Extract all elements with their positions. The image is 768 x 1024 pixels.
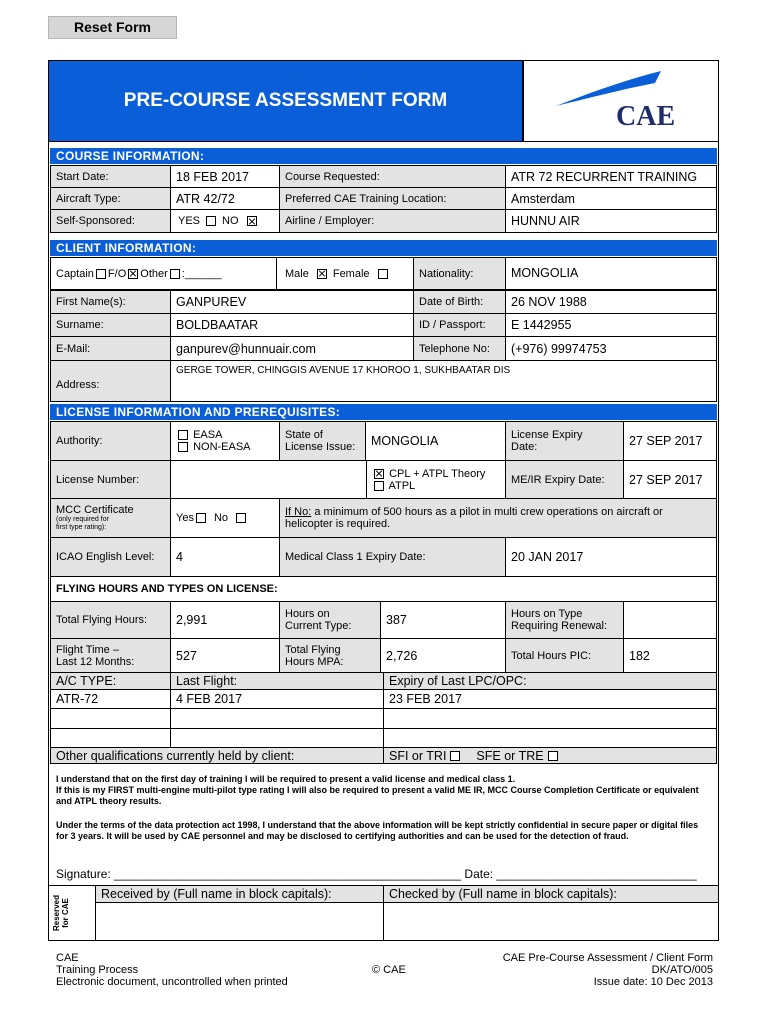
table-cell[interactable] bbox=[50, 728, 171, 748]
airline-label: Airline / Employer: bbox=[279, 209, 506, 233]
renewal-hours-label bbox=[505, 601, 624, 639]
sfi-tri-label: SFI or TRI bbox=[389, 748, 447, 763]
other-label: Other bbox=[140, 267, 168, 280]
mcc-certificate-label bbox=[50, 498, 171, 538]
declaration-paragraph-1: I understand that on the first day of training I will be required to present a valid license and medical class 1. bbox=[56, 774, 516, 784]
state-label-line2: License Issue: bbox=[285, 441, 356, 453]
training-location-label: Preferred CAE Training Location: bbox=[279, 187, 506, 210]
last12-line2: Last 12 Months: bbox=[56, 655, 135, 668]
theory-options bbox=[366, 460, 506, 499]
mcc-note-line1: (only required for bbox=[56, 516, 109, 523]
renewal-hours-field[interactable] bbox=[623, 601, 717, 639]
mcc-yes-label: Yes bbox=[176, 512, 194, 524]
current-type-line2: Current Type: bbox=[285, 620, 352, 632]
nationality-field[interactable]: MONGOLIA bbox=[505, 257, 717, 290]
mpa-line1: Total Flying bbox=[285, 643, 341, 656]
mpa-hours-label bbox=[279, 638, 381, 673]
declaration-paragraph-3: Under the terms of the data protection act 1998, I understand that the above information will be kept strictly confidential in secure paper or digital files for 3 years. It will be used by CAE personnel and may be disclosed to certifying authorities and can be used for the detection of fraud. bbox=[56, 820, 699, 841]
start-date-label: Start Date: bbox=[50, 165, 171, 188]
mcc-label-text: MCC Certificate bbox=[56, 504, 134, 516]
first-name-label: First Name(s): bbox=[50, 290, 171, 314]
aircraft-type-field[interactable]: ATR 42/72 bbox=[170, 187, 280, 210]
last-12-months-field[interactable]: 527 bbox=[170, 638, 280, 673]
footer-company: CAE bbox=[56, 952, 79, 964]
medical-expiry-field[interactable]: 20 JAN 2017 bbox=[505, 537, 717, 577]
training-location-field[interactable]: Amsterdam bbox=[505, 187, 717, 210]
icao-level-field[interactable]: 4 bbox=[170, 537, 280, 577]
other-blank: :______ bbox=[181, 267, 222, 280]
mcc-no-label: No bbox=[213, 512, 229, 524]
sfe-tre-checkbox[interactable] bbox=[548, 751, 558, 761]
mpa-line2: Hours MPA: bbox=[285, 655, 344, 668]
received-by-label: Received by (Full name in block capitals): bbox=[95, 885, 384, 903]
table-cell[interactable]: ATR-72 bbox=[50, 689, 171, 709]
state-of-issue-field[interactable]: MONGOLIA bbox=[365, 421, 506, 461]
meir-expiry-field[interactable]: 27 SEP 2017 bbox=[623, 460, 717, 499]
instructor-options bbox=[383, 747, 717, 764]
footer-doc-number: DK/ATO/005 bbox=[651, 964, 713, 976]
flying-hours-header: FLYING HOURS AND TYPES ON LICENSE: bbox=[50, 576, 717, 602]
start-date-field[interactable]: 18 FEB 2017 bbox=[170, 165, 280, 188]
table-cell[interactable] bbox=[170, 708, 384, 729]
table-cell[interactable] bbox=[170, 728, 384, 748]
section-license-info: LICENSE INFORMATION AND PREREQUISITES: bbox=[50, 404, 717, 420]
license-expiry-field[interactable]: 27 SEP 2017 bbox=[623, 421, 717, 461]
sfe-tre-label: SFE or TRE bbox=[476, 748, 544, 763]
table-cell[interactable] bbox=[383, 708, 717, 729]
self-sponsored-no-checkbox[interactable] bbox=[247, 216, 257, 226]
fo-label: F/O bbox=[107, 267, 127, 280]
easa-label: EASA bbox=[193, 429, 223, 441]
cpl-atpl-checkbox[interactable] bbox=[374, 469, 384, 479]
pic-hours-label: Total Hours PIC: bbox=[505, 638, 624, 673]
last-12-months-label bbox=[50, 638, 171, 673]
gender-options bbox=[276, 257, 414, 290]
atpl-checkbox[interactable] bbox=[374, 481, 384, 491]
expiry-label-line1: License Expiry bbox=[511, 429, 583, 441]
signature-line[interactable]: Signature: ____________________________________________________ Date: ______________________________ bbox=[56, 867, 697, 881]
mpa-hours-field[interactable]: 2,726 bbox=[380, 638, 506, 673]
captain-label: Captain bbox=[56, 267, 94, 280]
state-label-line1: State of bbox=[285, 429, 323, 441]
reserved-label-line2: for CAE bbox=[61, 898, 70, 928]
address-label: Address: bbox=[50, 360, 171, 402]
pic-hours-field[interactable]: 182 bbox=[623, 638, 717, 673]
renewal-line2: Requiring Renewal: bbox=[511, 620, 607, 632]
footer-process: Training Process bbox=[56, 964, 139, 976]
if-no-text-line2: helicopter is required. bbox=[285, 518, 391, 530]
medical-expiry-label: Medical Class 1 Expiry Date: bbox=[279, 537, 506, 577]
section-client-info: CLIENT INFORMATION: bbox=[50, 240, 717, 256]
captain-checkbox[interactable] bbox=[96, 269, 106, 279]
id-passport-label: ID / Passport: bbox=[413, 313, 506, 337]
last-flight-header: Last Flight: bbox=[170, 672, 384, 690]
expiry-label-line2: Date: bbox=[511, 441, 538, 453]
dob-field[interactable]: 26 NOV 1988 bbox=[505, 290, 717, 314]
authority-options bbox=[170, 421, 280, 461]
surname-field[interactable]: BOLDBAATAR bbox=[170, 313, 414, 337]
mcc-options bbox=[170, 498, 280, 538]
table-cell[interactable]: 23 FEB 2017 bbox=[383, 689, 717, 709]
male-checkbox[interactable] bbox=[317, 269, 327, 279]
footer-copyright: © CAE bbox=[372, 964, 406, 976]
if-no-text-line1: a minimum of 500 hours as a pilot in multi crew operations on aircraft or bbox=[311, 506, 663, 518]
table-cell[interactable] bbox=[383, 728, 717, 748]
icao-level-label: ICAO English Level: bbox=[50, 537, 171, 577]
surname-label: Surname: bbox=[50, 313, 171, 337]
current-type-hours-label bbox=[279, 601, 381, 639]
cae-logo bbox=[523, 60, 719, 142]
mcc-note-line2: first type rating): bbox=[56, 524, 107, 531]
first-name-field[interactable]: GANPUREV bbox=[170, 290, 414, 314]
form-title bbox=[48, 60, 523, 142]
lpc-opc-header: Expiry of Last LPC/OPC: bbox=[383, 672, 717, 690]
footer-form-name: CAE Pre-Course Assessment / Client Form bbox=[502, 952, 713, 964]
declaration-paragraph-2: If this is my FIRST multi-engine multi-pilot type rating I will also be required to present a valid ME IR, MCC Course Completion Certificate or equivalent and ATPL theory results. bbox=[56, 785, 699, 806]
table-cell[interactable] bbox=[50, 708, 171, 729]
male-label: Male bbox=[285, 267, 309, 280]
cpl-atpl-label: CPL + ATPL Theory bbox=[389, 467, 486, 480]
non-easa-label: NON-EASA bbox=[193, 441, 251, 453]
female-checkbox[interactable] bbox=[378, 269, 388, 279]
renewal-line1: Hours on Type bbox=[511, 608, 583, 620]
dob-label: Date of Birth: bbox=[413, 290, 506, 314]
form-title-text: PRE-COURSE ASSESSMENT FORM bbox=[123, 90, 448, 111]
license-number-label: License Number: bbox=[50, 460, 171, 499]
telephone-label: Telephone No: bbox=[413, 336, 506, 361]
id-passport-field[interactable]: E 1442955 bbox=[505, 313, 717, 337]
received-by-field[interactable] bbox=[95, 902, 384, 941]
female-label: Female bbox=[332, 267, 370, 280]
ac-type-header: A/C TYPE: bbox=[50, 672, 171, 690]
footer-issue-date: Issue date: 10 Dec 2013 bbox=[593, 976, 713, 988]
authority-label: Authority: bbox=[50, 421, 171, 461]
fo-checkbox[interactable] bbox=[128, 269, 138, 279]
reset-form-button[interactable]: Reset Form bbox=[48, 16, 177, 39]
section-course-info: COURSE INFORMATION: bbox=[50, 148, 717, 164]
atpl-label: ATPL bbox=[388, 479, 416, 492]
telephone-field[interactable]: (+976) 99974753 bbox=[505, 336, 717, 361]
cae-logo-text: CAE bbox=[616, 101, 676, 132]
reserved-label-line1: Reserved bbox=[52, 894, 61, 932]
license-number-field[interactable] bbox=[170, 460, 367, 499]
footer-uncontrolled-note: Electronic document, uncontrolled when printed bbox=[56, 976, 288, 988]
if-no-label: If No: bbox=[285, 506, 312, 518]
checked-by-label: Checked by (Full name in block capitals): bbox=[383, 885, 719, 903]
rank-options bbox=[50, 257, 277, 290]
airline-field[interactable]: HUNNU AIR bbox=[505, 209, 717, 233]
mcc-if-no-note bbox=[279, 498, 717, 538]
mcc-yes-checkbox[interactable] bbox=[196, 513, 206, 523]
current-type-line1: Hours on bbox=[285, 608, 330, 620]
license-expiry-label bbox=[505, 421, 624, 461]
total-hours-field[interactable]: 2,991 bbox=[170, 601, 280, 639]
other-qualifications-label: Other qualifications currently held by client: bbox=[50, 747, 384, 764]
nationality-label: Nationality: bbox=[413, 257, 506, 290]
other-checkbox[interactable] bbox=[170, 269, 180, 279]
mcc-no-checkbox[interactable] bbox=[236, 513, 246, 523]
self-sponsored-no-label: NO bbox=[222, 215, 239, 227]
course-requested-field[interactable]: ATR 72 RECURRENT TRAINING bbox=[505, 165, 717, 188]
last12-line1: Flight Time – bbox=[56, 643, 119, 656]
current-type-hours-field[interactable]: 387 bbox=[380, 601, 506, 639]
total-hours-label: Total Flying Hours: bbox=[50, 601, 171, 639]
self-sponsored-options bbox=[170, 209, 280, 233]
easa-checkbox[interactable] bbox=[178, 430, 188, 440]
table-cell[interactable]: 4 FEB 2017 bbox=[170, 689, 384, 709]
sfi-tri-checkbox[interactable] bbox=[450, 751, 460, 761]
course-requested-label: Course Requested: bbox=[279, 165, 506, 188]
checked-by-field[interactable] bbox=[383, 902, 719, 941]
email-field[interactable]: ganpurev@hunnuair.com bbox=[170, 336, 414, 361]
reserved-for-cae bbox=[48, 885, 96, 941]
self-sponsored-label: Self-Sponsored: bbox=[50, 209, 171, 233]
aircraft-type-label: Aircraft Type: bbox=[50, 187, 171, 210]
address-field[interactable]: GERGE TOWER, CHINGGIS AVENUE 17 KHOROO 1, SUKHBAATAR DIS bbox=[170, 360, 717, 402]
self-sponsored-yes-checkbox[interactable] bbox=[206, 216, 216, 226]
meir-expiry-label: ME/IR Expiry Date: bbox=[505, 460, 624, 499]
self-sponsored-yes-label: YES bbox=[178, 215, 201, 227]
non-easa-checkbox[interactable] bbox=[178, 442, 188, 452]
state-of-issue-label bbox=[279, 421, 366, 461]
email-label: E-Mail: bbox=[50, 336, 171, 361]
